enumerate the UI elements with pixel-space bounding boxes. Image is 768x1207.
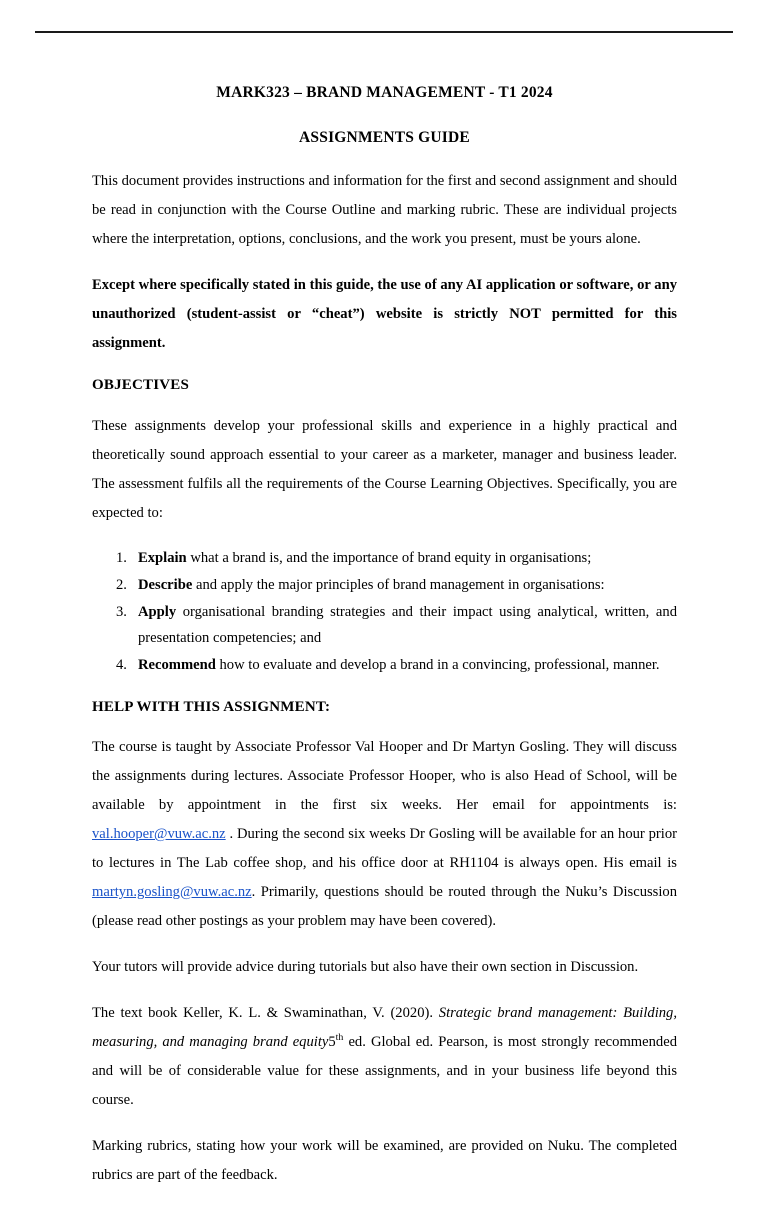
ai-policy-warning: Except where specifically stated in this guide, the use of any AI application or software, or any unauthorized (student-assist or “cheat”) website is strictly NOT permitted for this assignment. xyxy=(92,277,677,352)
list-item xyxy=(92,599,677,651)
email-link-gosling[interactable]: martyn.gosling@vuw.ac.nz xyxy=(92,884,252,901)
objective-lead-term: Explain xyxy=(138,549,187,566)
textbook-title: Strategic brand management: Building, measuring, and managing brand equity xyxy=(92,1005,677,1051)
objective-lead-term: Apply xyxy=(138,603,177,620)
objective-text: and apply the major principles of brand management in organisations: xyxy=(192,576,605,593)
tutors-paragraph: Your tutors will provide advice during tutorials but also have their own section in Discussion. xyxy=(92,959,639,976)
help-paragraph xyxy=(92,733,677,936)
help-text-part-3: . Primarily, questions should be routed through the Nuku’s Discussion (please read other postings as your problem may have been covered). xyxy=(92,884,677,930)
page-subtitle: ASSIGNMENTS GUIDE xyxy=(299,128,470,146)
document-content xyxy=(92,84,677,1207)
list-item xyxy=(92,652,677,678)
textbook-edition-number: 5 xyxy=(328,1034,336,1051)
help-text-part-1: The course is taught by Associate Professor Val Hooper and Dr Martyn Gosling. They will discuss the assignments during lectures. Associate Professor Hooper, who is also Head of School, will be available by appointment in the first six weeks. Her email for appointments is: xyxy=(92,739,677,814)
list-item xyxy=(92,545,677,571)
textbook-prefix: The text book Keller, K. L. & Swaminathan, V. (2020). xyxy=(92,1005,439,1022)
list-item xyxy=(92,572,677,598)
textbook-suffix: ed. Global ed. Pearson, is most strongly recommended and will be of considerable value for these assignments, and in your business life beyond this course. xyxy=(92,1034,677,1109)
page-title: MARK323 – BRAND MANAGEMENT - T1 2024 xyxy=(216,84,553,101)
objectives-heading: OBJECTIVES xyxy=(92,377,190,394)
textbook-edition-suffix: th xyxy=(335,1032,344,1044)
textbook-paragraph xyxy=(92,999,677,1115)
header-horizontal-rule xyxy=(35,31,733,33)
rubrics-paragraph: Marking rubrics, stating how your work will be examined, are provided on Nuku. The completed rubrics are part of the feedback. xyxy=(92,1138,677,1184)
objective-lead-term: Describe xyxy=(138,576,193,593)
email-link-hooper[interactable]: val.hooper@vuw.ac.nz xyxy=(92,826,226,843)
help-heading: HELP WITH THIS ASSIGNMENT: xyxy=(92,698,331,715)
objective-text: organisational branding strategies and their impact using analytical, written, and presentation competencies; and xyxy=(138,603,677,646)
objective-lead-term: Recommend xyxy=(138,656,216,673)
objective-text: what a brand is, and the importance of brand equity in organisations; xyxy=(186,549,592,566)
intro-paragraph: This document provides instructions and information for the first and second assignment and should be read in conjunction with the Course Outline and marking rubric. These are individual projects where the interpretation, options, conclusions, and the work you present, must be yours alone. xyxy=(92,173,677,248)
objective-text: how to evaluate and develop a brand in a convincing, professional, manner. xyxy=(215,656,660,673)
objectives-list xyxy=(92,545,677,678)
help-text-part-2: . During the second six weeks Dr Gosling will be available for an hour prior to lectures in The Lab coffee shop, and his office door at RH1104 is always open. His email is xyxy=(92,826,677,872)
objectives-intro-paragraph: These assignments develop your professional skills and experience in a highly practical and theoretically sound approach essential to your career as a marketer, manager and business leader. The assessment fulfils all the requirements of the Course Learning Objectives. Specifically, you are expected to: xyxy=(92,417,677,521)
